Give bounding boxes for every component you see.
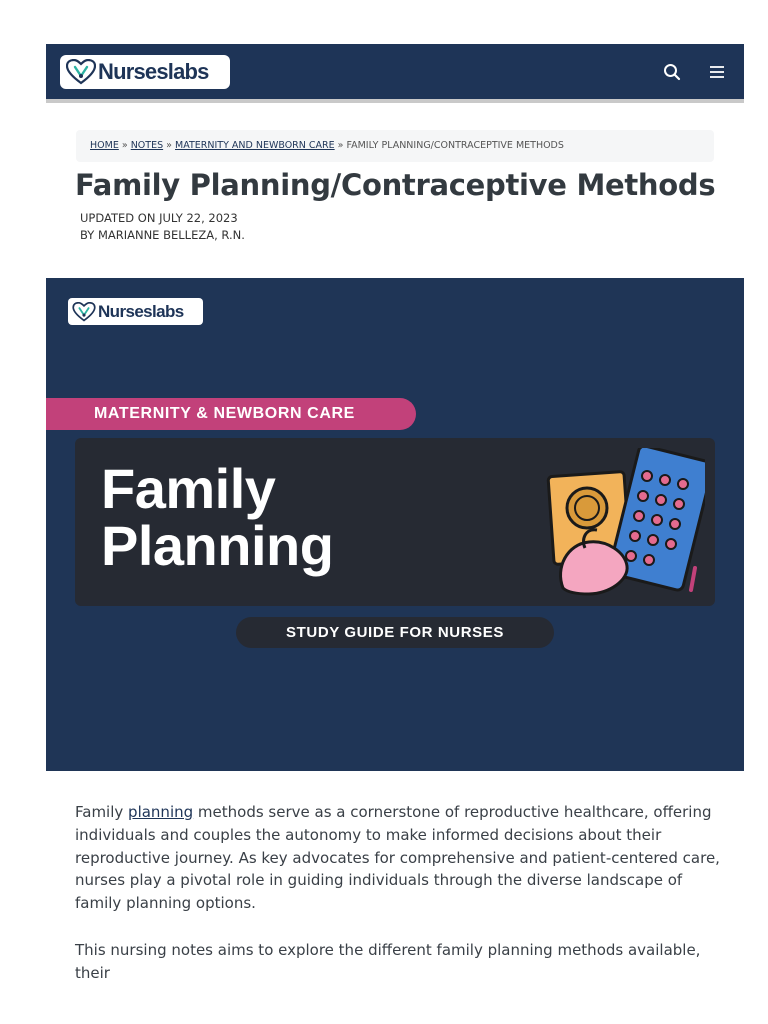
page-title: Family Planning/Contraceptive Methods (75, 168, 716, 202)
breadcrumb-home-link[interactable]: HOME (90, 140, 119, 151)
breadcrumb (76, 130, 714, 162)
header-divider (46, 99, 744, 103)
featured-image (46, 278, 744, 771)
contraceptive-illustration-icon (545, 448, 705, 598)
intro-text-rest: methods serve as a cornerstone of reproductive healthcare, offering individuals and couples the autonomy to make informed decisions about their reproductive journey. As key advocates for comprehensive and patient-centered care, nurses play a pivotal role in guiding individuals through the diverse landscape of family planning options. (75, 803, 720, 913)
breadcrumb-category-link[interactable]: MATERNITY AND NEWBORN CARE (175, 140, 335, 151)
breadcrumb-separator: » (121, 140, 128, 151)
logo-heart-icon (66, 59, 96, 85)
updated-date: UPDATED ON JULY 22, 2023 (80, 211, 238, 225)
site-logo[interactable] (60, 55, 230, 89)
logo-text: Nurseslabs (98, 59, 209, 84)
logo-heart-icon (72, 302, 96, 322)
breadcrumb-separator: » (337, 140, 344, 151)
hero-logo-text: Nurseslabs (98, 301, 184, 321)
hero-title-box (75, 438, 715, 606)
hero-logo (68, 298, 203, 325)
author-byline: BY MARIANNE BELLEZA, R.N. (80, 228, 245, 242)
intro-paragraph (75, 801, 725, 915)
hero-title-line-1: Family (101, 457, 276, 520)
hero-title (101, 457, 334, 577)
study-guide-pill: STUDY GUIDE FOR NURSES (236, 617, 554, 648)
breadcrumb-notes-link[interactable]: NOTES (130, 140, 164, 151)
category-banner: MATERNITY & NEWBORN CARE (46, 398, 416, 430)
breadcrumb-separator: » (166, 140, 172, 151)
hamburger-menu-icon[interactable] (705, 60, 729, 84)
hero-title-line-2: Planning (101, 514, 334, 577)
planning-link[interactable]: planning (128, 803, 194, 821)
second-paragraph: This nursing notes aims to explore the different family planning methods available, their (75, 941, 701, 982)
intro-text-start: Family (75, 803, 129, 821)
breadcrumb-current: FAMILY PLANNING/CONTRACEPTIVE METHODS (346, 140, 564, 151)
search-icon[interactable] (660, 60, 684, 84)
